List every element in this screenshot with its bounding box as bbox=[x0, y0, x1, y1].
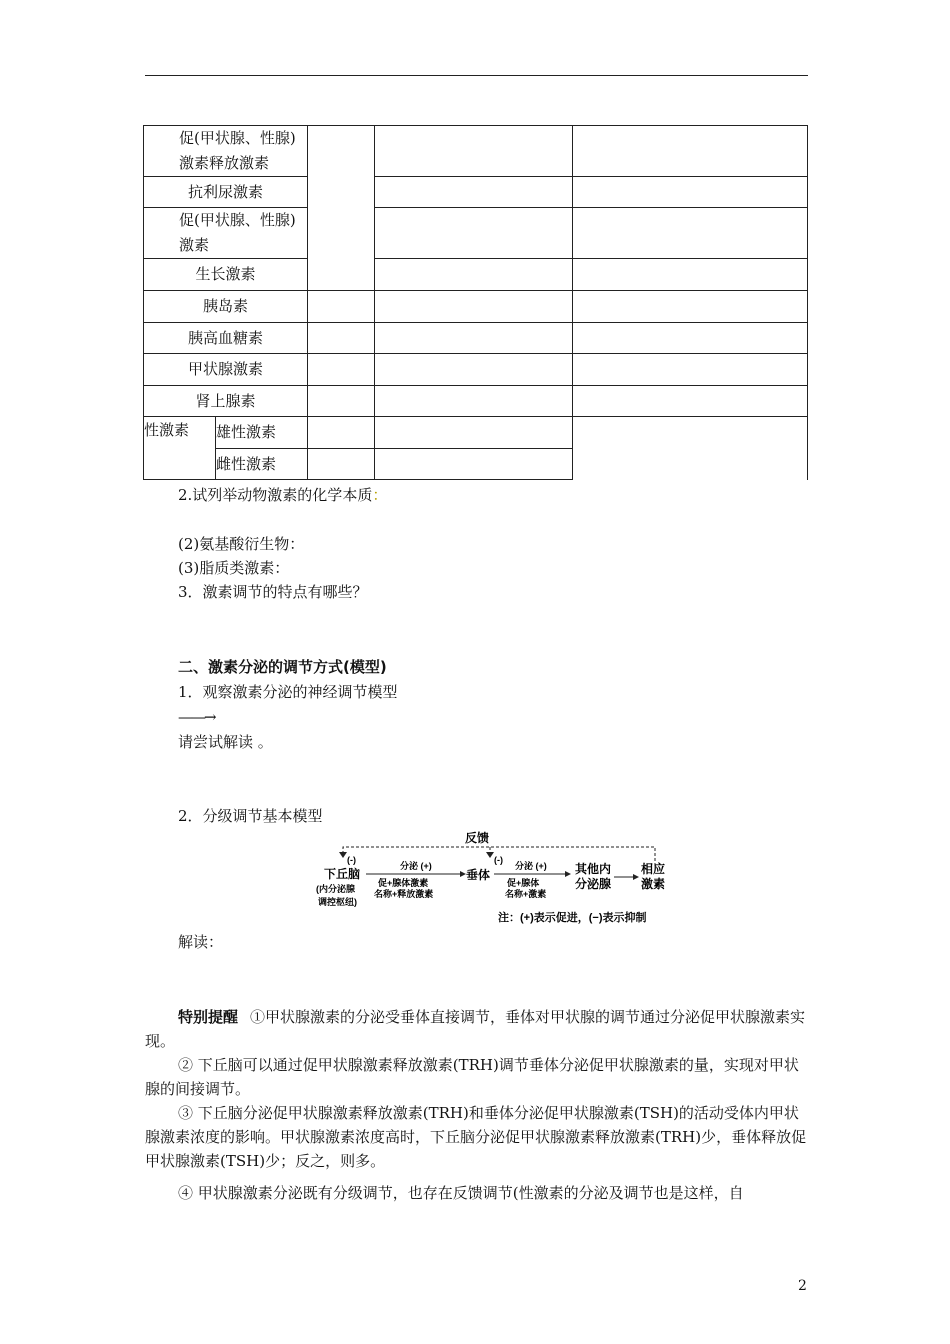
try-read: 请尝试解读 。 bbox=[178, 733, 273, 751]
question-3: 3．激素调节的特点有哪些？ bbox=[178, 583, 368, 601]
table-row bbox=[144, 126, 808, 177]
item-3: (3)脂质类激素： bbox=[178, 559, 290, 577]
table-row bbox=[144, 259, 808, 291]
blank-cell bbox=[375, 177, 573, 208]
blank-cell bbox=[375, 291, 573, 323]
table-row bbox=[144, 323, 808, 354]
arrowhead-icon bbox=[633, 874, 639, 880]
table-row bbox=[144, 177, 808, 208]
table-row bbox=[144, 417, 808, 449]
reminder-p3: ③ 下丘脑分泌促甲状腺激素释放激素(TRH)和垂体分泌促甲状腺激素(TSH)的活动受体内甲状腺激素浓度的影响。甲状腺激素浓度高时，下丘脑分泌促甲状腺激素释放激素(TRH)少，垂体释放促甲状腺激素(TSH)少；反之，则多。 bbox=[145, 1104, 807, 1170]
blank-cell bbox=[573, 291, 808, 323]
hormone-name-cell: 雌性激素 bbox=[216, 449, 308, 480]
blank-cell bbox=[573, 386, 808, 417]
hormone-name-cell: 甲状腺激素 bbox=[144, 354, 308, 386]
hormone-name-cell: 胰岛素 bbox=[144, 291, 308, 323]
page-number: 2 bbox=[798, 1278, 807, 1294]
feedback-arrowhead bbox=[339, 852, 347, 858]
blank-cell bbox=[573, 323, 808, 354]
hormone-label-2a: 促+腺体 bbox=[507, 878, 540, 888]
other-gland-label-1: 其他内 bbox=[575, 862, 612, 876]
blank-cell bbox=[573, 208, 808, 259]
other-gland-label-2: 分泌腺 bbox=[575, 877, 612, 891]
blank-cell bbox=[375, 208, 573, 259]
secrete-label-1: 分泌 (+) bbox=[400, 861, 432, 871]
blank-cell bbox=[573, 259, 808, 291]
hormone-label-1b: 名称+释放激素 bbox=[374, 889, 434, 899]
hormone-name-cell: 胰高血糖素 bbox=[144, 323, 308, 354]
table-row bbox=[144, 291, 808, 323]
blank-cell bbox=[375, 417, 573, 449]
item-2: (2)氨基酸衍生物： bbox=[178, 535, 305, 553]
reminder-p2: ② 下丘脑可以通过促甲状腺激素释放激素(TRH)调节垂体分泌促甲状腺激素的量，实现对甲状腺的间接调节。 bbox=[145, 1056, 799, 1098]
blank-cell bbox=[308, 449, 375, 480]
gland-cell bbox=[308, 126, 375, 291]
blank-cell bbox=[308, 386, 375, 417]
blank-cell bbox=[375, 126, 573, 177]
feedback-arrowhead bbox=[486, 852, 494, 858]
subsection-1: 1．观察激素分泌的神经调节模型 bbox=[178, 683, 398, 701]
blank-cell bbox=[308, 354, 375, 386]
blank-cell bbox=[375, 449, 573, 480]
hierarchy-diagram bbox=[310, 828, 670, 928]
blank-cell bbox=[573, 417, 808, 480]
table-row bbox=[144, 208, 808, 259]
negative-mark: (-) bbox=[347, 855, 356, 865]
blank-cell bbox=[573, 126, 808, 177]
hormone-label-2b: 名称+激素 bbox=[505, 889, 547, 899]
hormone-name-cell: 雄性激素 bbox=[216, 417, 308, 449]
blank-cell bbox=[573, 177, 808, 208]
hypothalamus-sub2: 调控枢纽) bbox=[318, 897, 357, 907]
hormone-label-1a: 促+腺体激素 bbox=[378, 878, 429, 888]
blank-cell bbox=[308, 323, 375, 354]
target-label-2: 激素 bbox=[641, 877, 666, 891]
hypothalamus-sub1: (内分泌腺 bbox=[316, 884, 355, 894]
interpret-label: 解读： bbox=[178, 933, 224, 951]
pituitary-label: 垂体 bbox=[466, 868, 491, 882]
hormone-name-cell: 促(甲状腺、性腺)激素 bbox=[144, 208, 308, 259]
sex-hormone-group-cell: 性激素 bbox=[144, 417, 216, 480]
target-label-1: 相应 bbox=[641, 862, 666, 876]
hormone-name-cell: 肾上腺素 bbox=[144, 386, 308, 417]
highlight-mark: ： bbox=[372, 486, 388, 504]
header-rule bbox=[145, 75, 808, 76]
hormone-name-cell: 抗利尿激素 bbox=[144, 177, 308, 208]
feedback-label: 反馈 bbox=[465, 831, 490, 845]
blank-cell bbox=[375, 259, 573, 291]
arrow-text: ——→ bbox=[178, 708, 215, 726]
secrete-label-2: 分泌 (+) bbox=[515, 861, 547, 871]
hormone-name-cell: 生长激素 bbox=[144, 259, 308, 291]
reminder-p4: ④ 甲状腺激素分泌既有分级调节，也存在反馈调节(性激素的分泌及调节也是这样，自 bbox=[178, 1184, 744, 1202]
reminder-title: 特别提醒 bbox=[178, 1008, 239, 1026]
subsection-2: 2．分级调节基本模型 bbox=[178, 807, 323, 825]
hormone-name-cell: 促(甲状腺、性腺)激素释放激素 bbox=[144, 126, 308, 177]
blank-cell bbox=[308, 291, 375, 323]
question-2: 2.试列举动物激素的化学本质： bbox=[178, 486, 388, 504]
section-heading: 二、激素分泌的调节方式(模型) bbox=[178, 658, 387, 676]
hypothalamus-label: 下丘脑 bbox=[324, 867, 361, 881]
table-row bbox=[144, 354, 808, 386]
arrowhead-icon bbox=[565, 871, 571, 877]
table-row bbox=[144, 386, 808, 417]
blank-cell bbox=[375, 354, 573, 386]
blank-cell bbox=[375, 386, 573, 417]
reminder-p1: 特别提醒 ①甲状腺激素的分泌受垂体直接调节，垂体对甲状腺的调节通过分泌促甲状腺激素实现。 bbox=[145, 1008, 806, 1050]
blank-cell bbox=[573, 354, 808, 386]
blank-cell bbox=[308, 417, 375, 449]
diagram-note: 注：(+)表示促进，(−)表示抑制 bbox=[498, 912, 647, 924]
blank-cell bbox=[375, 323, 573, 354]
negative-mark: (-) bbox=[494, 855, 503, 865]
hormone-table bbox=[143, 125, 808, 480]
